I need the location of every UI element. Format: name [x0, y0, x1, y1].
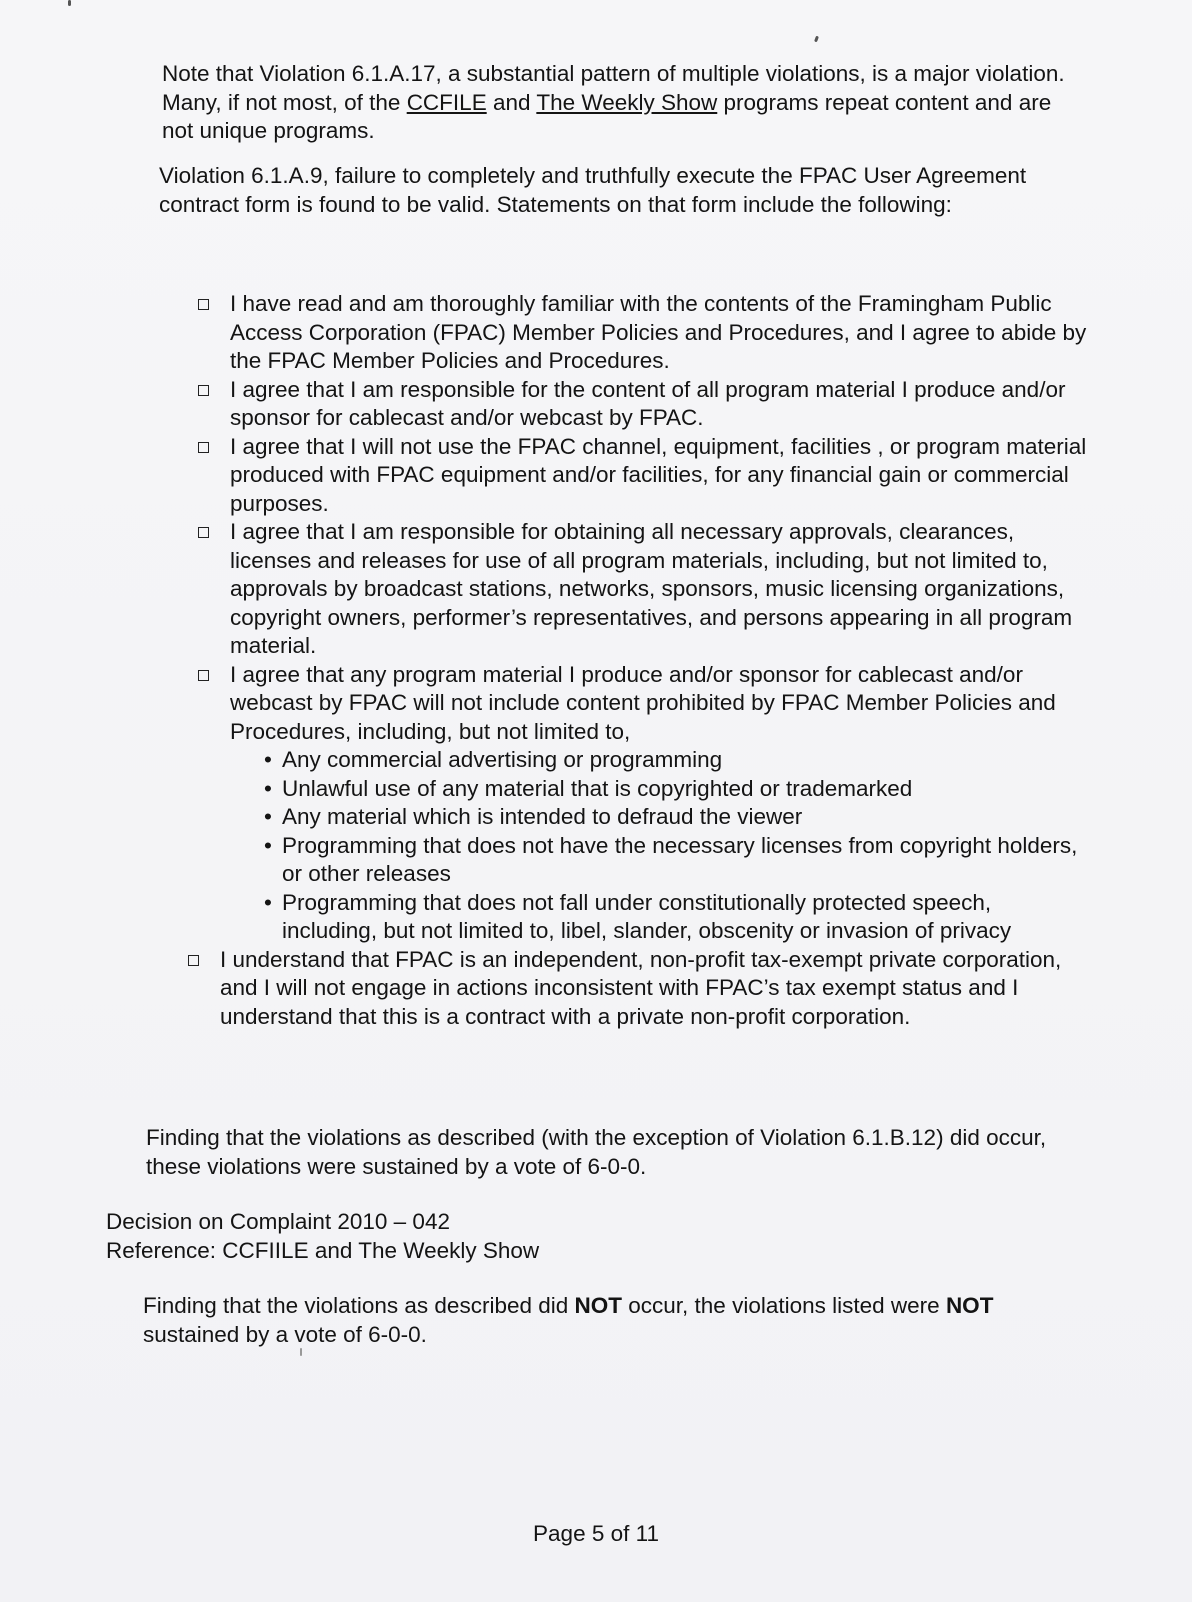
- decision-title: Decision on Complaint 2010 – 042: [106, 1209, 450, 1234]
- prohibited-text: Any material which is intended to defraud the viewer: [282, 804, 803, 829]
- text-segment: sustained by a vote of 6-0-0.: [143, 1321, 427, 1347]
- text-segment: occur, the violations listed were: [622, 1293, 946, 1318]
- statement-text: I understand that FPAC is an independent, non-profit tax-exempt private corporation, and I will not engage in actions inconsistent with FPAC’s tax exempt status and I understand that this is a contract with a private non-profit corporation.: [220, 946, 1062, 1029]
- statement-text: I agree that any program material I produce and/or sponsor for cablecast and/or webcast by FPAC will not include content prohibited by FPAC Member Policies and Procedures, including, but not limited to,: [230, 661, 1056, 744]
- prohibited-item: [264, 832, 1090, 889]
- prohibited-item: [264, 775, 1090, 804]
- statement-item: [190, 518, 1090, 661]
- text-segment: programs repeat content and are not unique programs.: [162, 89, 1052, 143]
- prohibited-item: [264, 746, 1090, 775]
- checkbox-icon: [198, 299, 209, 310]
- scan-speck: [68, 0, 71, 6]
- prohibited-text: Unlawful use of any material that is copyrighted or trademarked: [282, 775, 913, 801]
- statement-text: I have read and am thoroughly familiar with the contents of the Framingham Public Access Corporation (FPAC) Member Policies and Procedures, and I agree to abide by the FPAC Member Policies and Procedures.: [230, 291, 1087, 373]
- scan-speck: [300, 1348, 302, 1356]
- statement-text: I agree that I am responsible for the content of all program material I produce and/or sponsor for cablecast and/or webcast by FPAC.: [230, 376, 1066, 430]
- prohibited-text: Programming that does not fall under constitutionally protected speech, including, but not limited to, libel, slander, obscenity or invasion of privacy: [282, 889, 1012, 943]
- emphasis-not: NOT: [945, 1293, 994, 1318]
- checkbox-icon: [198, 670, 209, 681]
- bullet-icon: •: [264, 775, 272, 801]
- decision-reference: Reference: CCFIILE and The Weekly Show: [106, 1237, 540, 1263]
- text-segment: and: [486, 89, 537, 115]
- checkbox-icon: [198, 385, 209, 396]
- statement-item: [190, 661, 1090, 946]
- prohibited-item: [264, 889, 1090, 946]
- prohibited-content-list: [230, 746, 1090, 946]
- bullet-icon: •: [264, 889, 272, 915]
- paragraph-finding-not-sustained: [143, 1292, 1063, 1349]
- prohibited-text: Any commercial advertising or programming: [282, 747, 723, 772]
- statement-item: [190, 290, 1090, 376]
- statement-item: [180, 946, 1090, 1032]
- prohibited-text: Programming that does not have the necessary licenses from copyright holders, or other releases: [282, 832, 1078, 886]
- statement-text: I agree that I will not use the FPAC channel, equipment, facilities , or program material produced with FPAC equipment and/or facilities, for any financial gain or commercial purposes.: [230, 433, 1087, 516]
- bullet-icon: •: [264, 747, 272, 772]
- bullet-icon: •: [264, 804, 272, 829]
- emphasis-not: NOT: [574, 1293, 623, 1318]
- agreement-statements-list: [190, 290, 1090, 1031]
- checkbox-icon: [198, 442, 209, 453]
- paragraph-finding-sustained: Finding that the violations as described (with the exception of Violation 6.1.B.12) did occur, these violations were sustained by a vote of 6-0-0.: [146, 1125, 1047, 1179]
- statement-item: [190, 433, 1090, 519]
- scan-speck: [814, 36, 819, 43]
- decision-heading: [106, 1208, 1026, 1265]
- checkbox-icon: [188, 955, 199, 966]
- paragraph-user-agreement: Violation 6.1.A.9, failure to completely and truthfully execute the FPAC User Agreement contract form is found to be valid. Statements on that form include the following:: [159, 163, 1027, 217]
- text-segment: Finding that the violations as described did: [143, 1293, 575, 1318]
- statement-text: I agree that I am responsible for obtaining all necessary approvals, clearances, licenses and releases for use of all program materials, including, but not limited to, approvals by broadcast stations, networks, sponsors, music licensing organizations, copyright owners, performer’s representatives, and persons appearing in all program material.: [230, 519, 1073, 658]
- statement-item: [190, 376, 1090, 433]
- checkbox-icon: [198, 527, 209, 538]
- text-segment: Note that Violation 6.1.A.17, a substantial pattern of multiple violations, is a major violation. Many, if not most, of the: [162, 61, 1065, 115]
- bullet-icon: •: [264, 832, 272, 858]
- program-title-ccfile: CCFILE: [406, 89, 487, 115]
- program-title-weekly-show: The Weekly Show: [536, 89, 718, 115]
- page-number: Page 5 of 11: [533, 1521, 659, 1546]
- prohibited-item: [264, 803, 1090, 832]
- paragraph-pattern-violation: [162, 60, 1082, 146]
